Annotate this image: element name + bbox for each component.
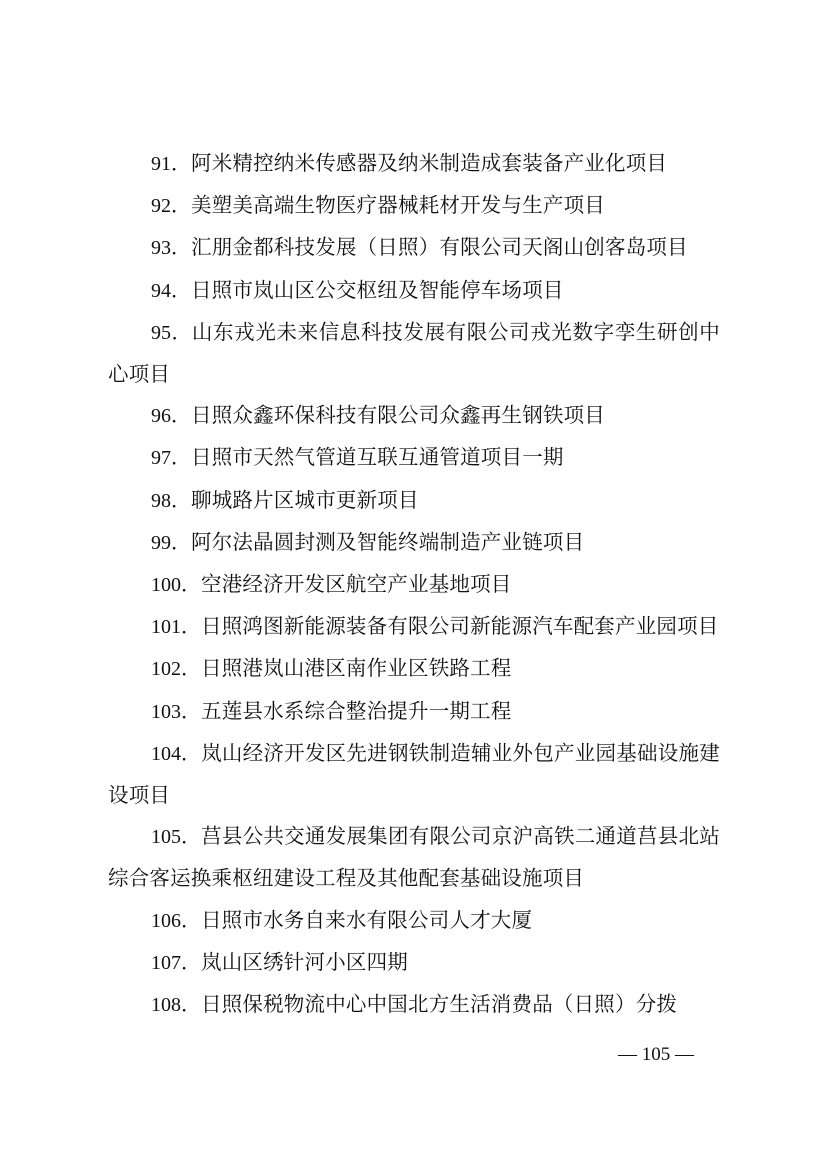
- item-number: 100．: [151, 574, 201, 597]
- item-text: 日照市水务自来水有限公司人才大厦: [201, 907, 533, 932]
- list-item: [108, 437, 720, 479]
- list-item: [108, 816, 720, 899]
- item-number: 97．: [151, 447, 191, 470]
- item-number: 98．: [151, 489, 191, 512]
- item-text: 日照鸿图新能源装备有限公司新能源汽车配套产业园项目: [201, 614, 719, 639]
- list-item: [108, 984, 720, 1026]
- project-list: [108, 143, 720, 1026]
- item-number: 93．: [151, 237, 191, 260]
- list-item: [108, 648, 720, 690]
- list-item: [108, 227, 720, 269]
- item-number: 92．: [151, 195, 191, 218]
- item-number: 94．: [151, 279, 191, 302]
- item-text: 山东戎光未来信息科技发展有限公司戎光数字孪生研创中心项目: [108, 319, 721, 387]
- item-number: 107．: [151, 951, 201, 974]
- item-number: 106．: [151, 909, 201, 932]
- item-number: 101．: [151, 616, 201, 639]
- list-item: [108, 606, 720, 648]
- item-number: 96．: [151, 405, 191, 428]
- item-text: 岚山经济开发区先进钢铁制造辅业外包产业园基础设施建设项目: [108, 740, 721, 808]
- item-number: 103．: [151, 700, 201, 723]
- item-text: 阿尔法晶圆封测及智能终端制造产业链项目: [191, 529, 585, 554]
- page-number: — 105 —: [618, 1044, 694, 1065]
- list-item: [108, 395, 720, 437]
- item-number: 104．: [151, 742, 202, 765]
- item-text: 五莲县水系综合整治提升一期工程: [201, 698, 512, 723]
- list-item: [108, 270, 720, 312]
- list-item: [108, 691, 720, 733]
- item-text: 汇朋金都科技发展（日照）有限公司天阁山创客岛项目: [191, 235, 688, 260]
- item-text: 聊城路片区城市更新项目: [191, 487, 419, 512]
- list-item: [108, 564, 720, 606]
- list-item: [108, 900, 720, 942]
- list-item: [108, 312, 720, 395]
- item-number: 99．: [151, 531, 191, 554]
- item-number: 95．: [151, 321, 192, 344]
- list-item: [108, 522, 720, 564]
- item-number: 108．: [151, 994, 201, 1017]
- item-text: 美塑美高端生物医疗器械耗材开发与生产项目: [191, 193, 605, 218]
- list-item: [108, 185, 720, 227]
- list-item: [108, 143, 720, 185]
- item-text: 莒县公共交通发展集团有限公司京沪高铁二通道莒县北站综合客运换乘枢纽建设工程及其他配套基础设施项目: [108, 824, 721, 891]
- item-number: 102．: [151, 658, 201, 681]
- item-text: 日照众鑫环保科技有限公司众鑫再生钢铁项目: [191, 403, 605, 428]
- item-text: 阿米精控纳米传感器及纳米制造成套装备产业化项目: [191, 151, 668, 175]
- item-text: 岚山区绣针河小区四期: [201, 949, 408, 974]
- list-item: [108, 480, 720, 522]
- item-text: 日照市岚山区公交枢纽及智能停车场项目: [191, 277, 564, 302]
- item-number: 91．: [151, 153, 191, 175]
- item-text: 日照市天然气管道互联互通管道项目一期: [191, 445, 564, 470]
- item-text: 日照保税物流中心中国北方生活消费品（日照）分拨: [201, 992, 678, 1017]
- item-text: 日照港岚山港区南作业区铁路工程: [201, 656, 512, 681]
- list-item: [108, 733, 720, 816]
- item-text: 空港经济开发区航空产业基地项目: [201, 572, 512, 597]
- list-item: [108, 942, 720, 984]
- item-number: 105．: [151, 826, 202, 849]
